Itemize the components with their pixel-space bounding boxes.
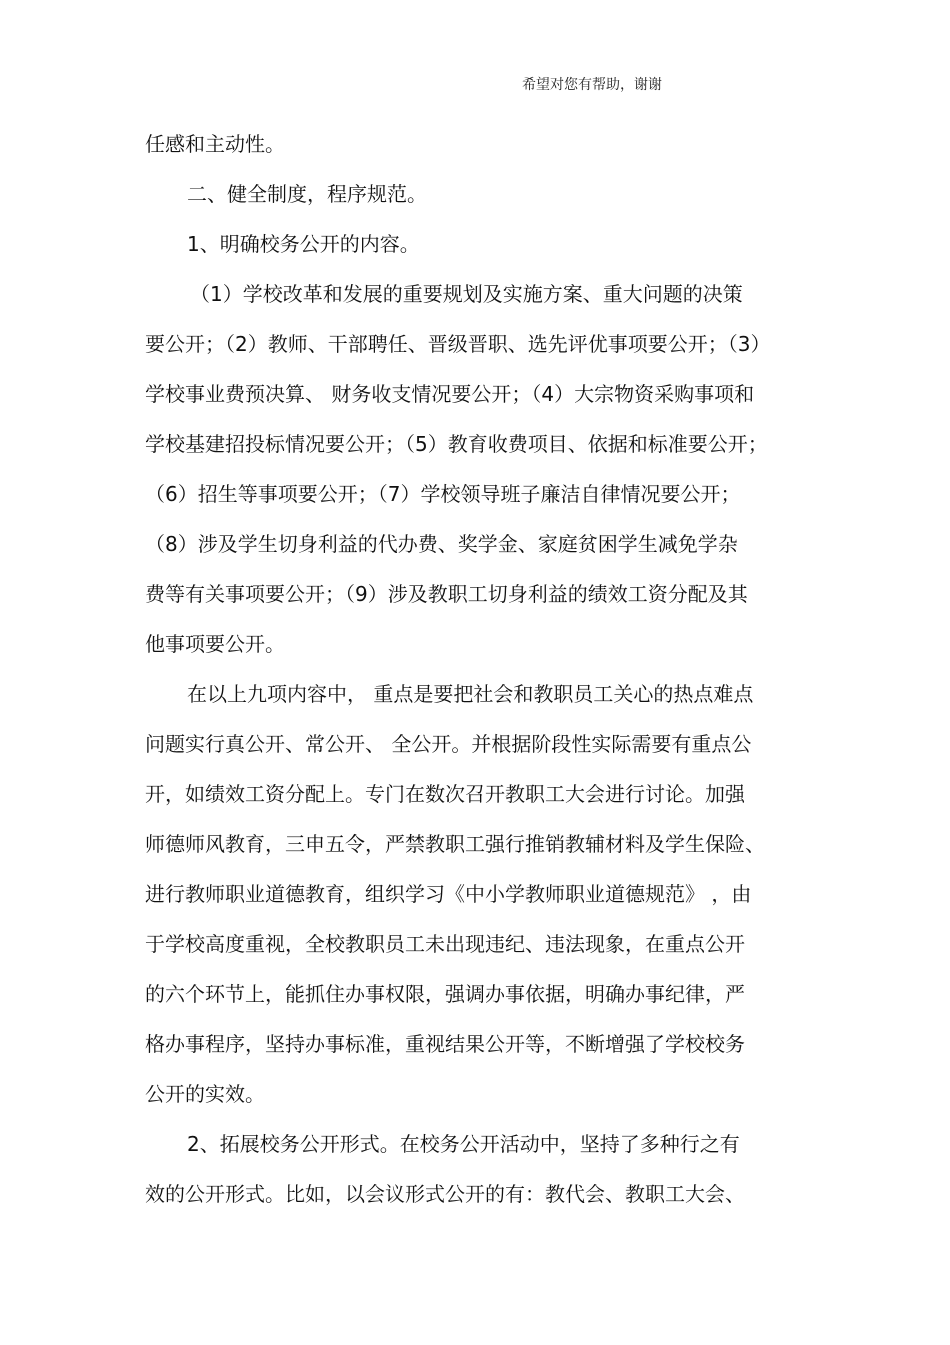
text-line: 的六个环节上，能抓住办事权限，强调办事依据，明确办事纪律，严	[145, 982, 745, 1006]
text-line: 问题实行真公开、常公开、 全公开。并根据阶段性实际需要有重点公	[145, 732, 752, 756]
text-line: 格办事程序，坚持办事标准，重视结果公开等，不断增强了学校校务	[145, 1032, 745, 1056]
text-line: 任感和主动性。	[145, 132, 285, 156]
text-line: 进行教师职业道德教育，组织学习《中小学教师职业道德规范》 ，由	[145, 882, 752, 906]
text-line: （8）涉及学生切身利益的代办费、奖学金、家庭贫困学生减免学杂	[145, 532, 738, 556]
text-line: （1）学校改革和发展的重要规划及实施方案、重大问题的决策	[190, 282, 743, 306]
header-note: 希望对您有帮助，谢谢	[522, 77, 662, 93]
text-line: 师德师风教育，三申五令，严禁教职工强行推销教辅材料及学生保险、	[145, 832, 765, 856]
text-line: 他事项要公开。	[145, 632, 285, 656]
subsection-heading: 2、拓展校务公开形式。在校务公开活动中，坚持了多种行之有	[187, 1132, 740, 1156]
text-line: 开，如绩效工资分配上。专门在数次召开教职工大会进行讨论。加强	[145, 782, 745, 806]
section-heading: 二、健全制度，程序规范。	[187, 182, 427, 206]
text-line: 学校事业费预决算、 财务收支情况要公开；（4）大宗物资采购事项和	[145, 382, 755, 406]
subsection-heading: 1、明确校务公开的内容。	[187, 232, 420, 256]
text-line: 费等有关事项要公开；（9）涉及教职工切身利益的绩效工资分配及其	[145, 582, 748, 606]
text-line: 效的公开形式。比如，以会议形式公开的有：教代会、教职工大会、	[145, 1182, 745, 1206]
text-line: 在以上九项内容中， 重点是要把社会和教职员工关心的热点难点	[187, 682, 754, 706]
text-line: 于学校高度重视，全校教职员工未出现违纪、违法现象，在重点公开	[145, 932, 745, 956]
text-line: 学校基建招投标情况要公开；（5）教育收费项目、依据和标准要公开；	[145, 432, 768, 456]
text-line: （6）招生等事项要公开；（7）学校领导班子廉洁自律情况要公开；	[145, 482, 741, 506]
text-line: 要公开；（2）教师、干部聘任、晋级晋职、选先评优事项要公开；（3）	[145, 332, 771, 356]
text-line: 公开的实效。	[145, 1082, 265, 1106]
